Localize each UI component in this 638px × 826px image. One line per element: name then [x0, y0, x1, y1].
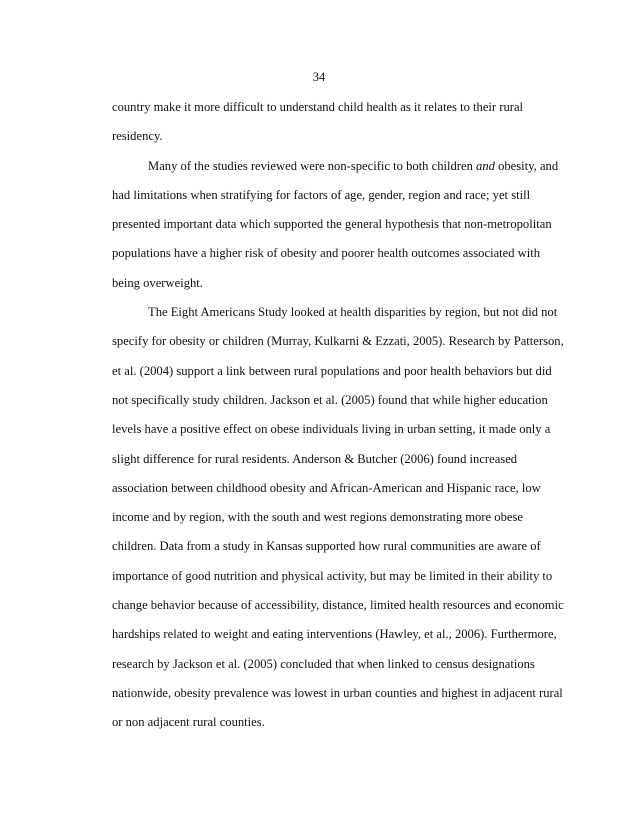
paragraph-2-line-2: had limitations when stratifying for factors of age, gender, region and race; yet still	[112, 187, 531, 202]
paragraph-3-line-2: specify for obesity or children (Murray, Kulkarni & Ezzati, 2005). Research by Patterson,	[112, 334, 564, 349]
paragraph-3-line-4: not specifically study children. Jackson et al. (2005) found that while higher education	[112, 392, 548, 407]
paragraph-2-text-end: obesity, and	[494, 158, 559, 173]
paragraph-3-line-12: hardships related to weight and eating interventions (Hawley, et al., 2006). Furthermore,	[112, 627, 557, 642]
body-text	[112, 98, 572, 743]
paragraph-3-line-11: change behavior because of accessibility, distance, limited health resources and economic	[112, 598, 564, 613]
paragraph-3-line-9: children. Data from a study in Kansas supported how rural communities are aware of	[112, 539, 541, 554]
paragraph-1-line-2: residency.	[112, 129, 163, 144]
paragraph-2-line-3: presented important data which supported the general hypothesis that non-metropolitan	[112, 217, 552, 232]
page-number: 34	[312, 70, 326, 84]
paragraph-3-line-10: importance of good nutrition and physical activity, but may be limited in their ability to	[112, 568, 553, 583]
paragraph-2-text-start: Many of the studies reviewed were non-specific to both children	[148, 158, 477, 173]
paragraph-1-line-1: country make it more difficult to understand child health as it relates to their rural	[112, 100, 524, 114]
paragraph-3-line-5: levels have a positive effect on obese individuals living in urban setting, it made only a	[112, 422, 551, 437]
paragraph-2-line-1	[112, 157, 572, 186]
paragraph-2-line-5: being overweight.	[112, 275, 203, 290]
paragraph-3-line-15: or non adjacent rural counties.	[112, 715, 265, 730]
paragraph-2-line-4: populations have a higher risk of obesity and poorer health outcomes associated with	[112, 246, 541, 261]
paragraph-3-line-7: association between childhood obesity and African-American and Hispanic race, low	[112, 480, 541, 495]
paragraph-3-line-6: slight difference for rural residents. Anderson & Butcher (2006) found increased	[112, 451, 518, 466]
paragraph-3-line-3: et al. (2004) support a link between rural populations and poor health behaviors but did	[112, 363, 552, 378]
paragraph-3-line-1: The Eight Americans Study looked at health disparities by region, but not did not	[148, 305, 558, 320]
paragraph-2-emphasis: and	[476, 158, 495, 173]
paragraph-3-line-14: nationwide, obesity prevalence was lowest in urban counties and highest in adjacent rural	[112, 685, 563, 700]
paragraph-3-line-8: income and by region, with the south and west regions demonstrating more obese	[112, 510, 523, 525]
paragraph-3-line-13: research by Jackson et al. (2005) concluded that when linked to census designations	[112, 656, 535, 671]
